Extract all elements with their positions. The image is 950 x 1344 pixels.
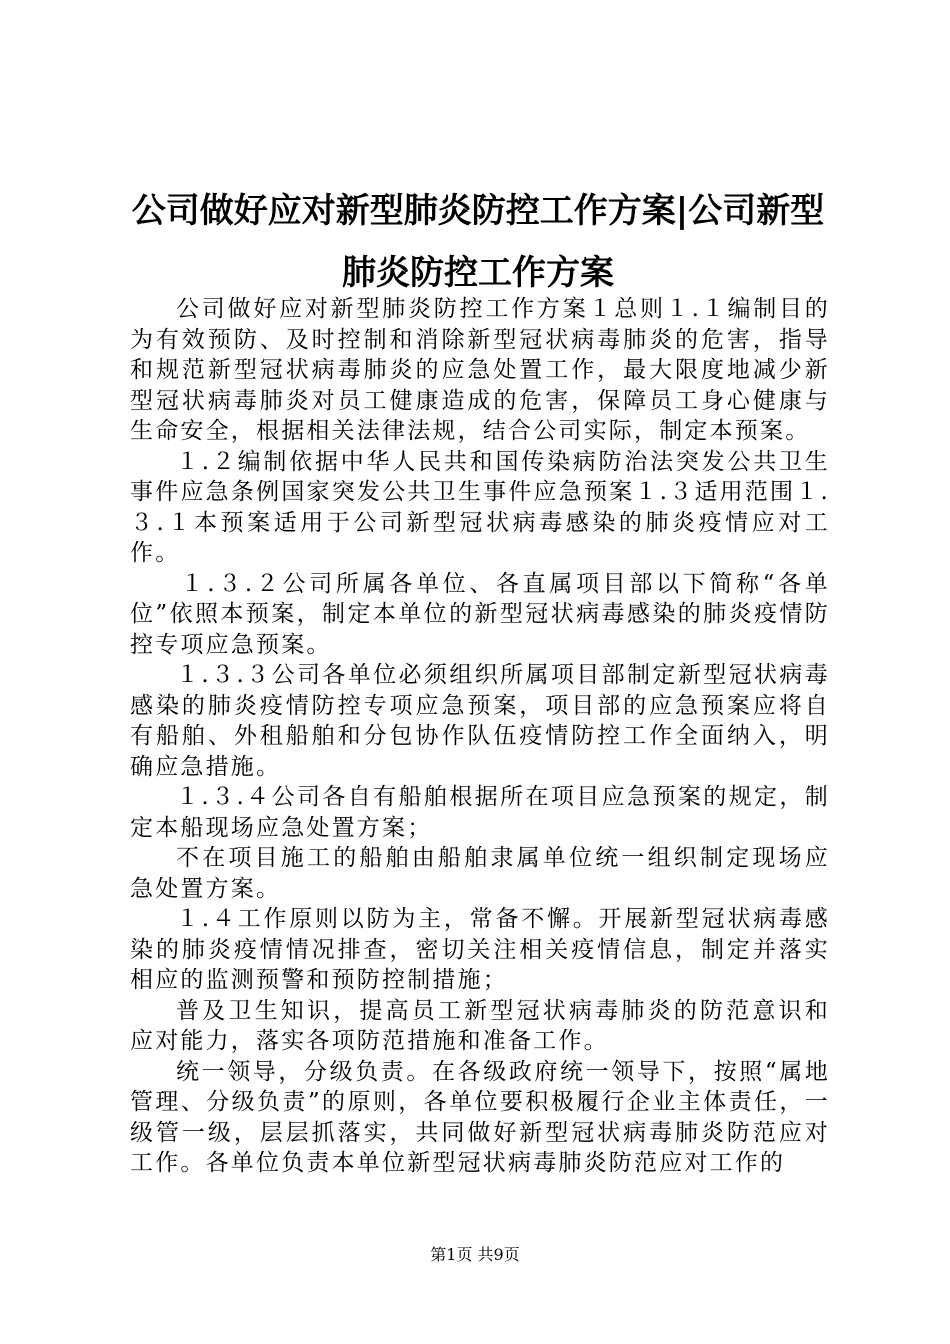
paragraph-1-3-3: １.３.３公司各单位必须组织所属项目部制定新型冠状病毒感染的肺炎疫情防控专项应急预案，项目部的应急预案应将自有船舶、外租船舶和分包协作队伍疫情防控工作全面纳入，明确应急措施。 <box>130 662 830 780</box>
paragraph-leadership: 统一领导，分级负责。在各级政府统一领导下，按照“属地管理、分级负责”的原则，各单位要积极履行企业主体责任，一级管一级，层层抓落实，共同做好新型冠状病毒肺炎防范应对工作。各单位负责本单位新型冠状病毒肺炎防范应对工作的 <box>130 1058 830 1176</box>
document-title: 公司做好应对新型肺炎防控工作方案|公司新型肺炎防控工作方案 <box>131 191 825 293</box>
page-number-footer: 第1页 共9页 <box>430 1245 520 1264</box>
paragraph-general: 公司做好应对新型肺炎防控工作方案１总则１.１编制目的为有效预防、及时控制和消除新型冠状病毒肺炎的危害，指导和规范新型冠状病毒肺炎的应急处置工作，最大限度地减少新型冠状病毒肺炎对员工健康造成的危害，保障员工身心健康与生命安全，根据相关法律法规，结合公司实际，制定本预案。 <box>130 296 830 444</box>
document-body <box>130 294 830 1179</box>
paragraph-ship-plan: 不在项目施工的船舶由船舶隶属单位统一组织制定现场应急处置方案。 <box>130 845 830 902</box>
paragraph-basis-scope: １.２编制依据中华人民共和国传染病防治法突发公共卫生事件应急条例国家突发公共卫生事件应急预案１.３适用范围１.３.１本预案适用于公司新型冠状病毒感染的肺炎疫情应对工作。 <box>130 448 830 566</box>
paragraph-1-3-4: １.３.４公司各自有船舶根据所在项目应急预案的规定，制定本船现场应急处置方案； <box>130 784 830 841</box>
paragraph-hygiene: 普及卫生知识，提高员工新型冠状病毒肺炎的防范意识和应对能力，落实各项防范措施和准备工作。 <box>130 997 830 1054</box>
paragraph-principles: １.４工作原则以防为主，常备不懈。开展新型冠状病毒感染的肺炎疫情情况排查，密切关注相关疫情信息，制定并落实相应的监测预警和预防控制措施； <box>130 906 830 993</box>
paragraph-1-3-2: １.３.２公司所属各单位、各直属项目部以下简称“各单位”依照本预案，制定本单位的新型冠状病毒感染的肺炎疫情防控专项应急预案。 <box>130 570 830 658</box>
